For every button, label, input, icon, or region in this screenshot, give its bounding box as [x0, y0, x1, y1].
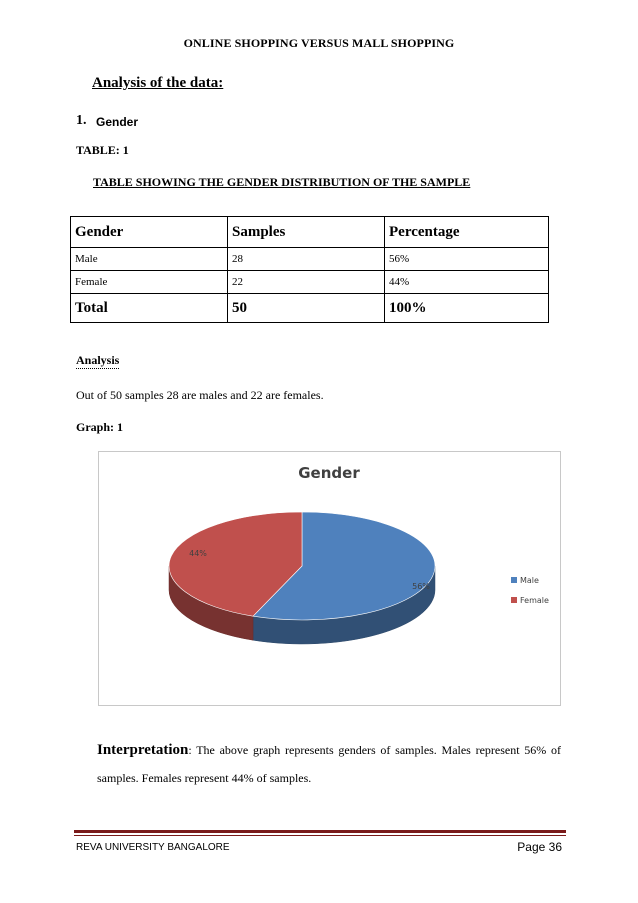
- column-header: Samples: [228, 217, 385, 248]
- legend-label-male: Male: [520, 576, 539, 585]
- table-total-row: [71, 294, 549, 323]
- pie-label-female: 44%: [189, 549, 207, 558]
- chart-title: Gender: [298, 464, 360, 482]
- legend-label-female: Female: [520, 596, 549, 605]
- table-cell: Male: [71, 248, 228, 271]
- table-cell: 100%: [385, 294, 549, 323]
- interpretation-paragraph: [97, 736, 561, 792]
- table-cell: 44%: [385, 271, 549, 294]
- footer-rule: [74, 830, 566, 833]
- column-header: Percentage: [385, 217, 549, 248]
- analysis-label: Analysis: [76, 353, 120, 367]
- table-cell: 28: [228, 248, 385, 271]
- chart-canvas: [99, 452, 560, 705]
- pie-chart: [98, 451, 561, 706]
- table-cell: Total: [71, 294, 228, 323]
- section-heading: Analysis of the data:: [92, 75, 224, 91]
- graph-label: Graph: 1: [76, 420, 124, 434]
- legend-swatch-female: [511, 597, 517, 603]
- item-title: Gender: [96, 115, 139, 129]
- item-number: 1.: [76, 113, 87, 128]
- table-cell: 22: [228, 271, 385, 294]
- table-cell: Female: [71, 271, 228, 294]
- footer-rule: [74, 835, 566, 836]
- footer-institution: REVA UNIVERSITY BANGALORE: [76, 842, 230, 853]
- running-header: ONLINE SHOPPING VERSUS MALL SHOPPING: [183, 36, 455, 50]
- table-header-row: [71, 217, 549, 248]
- table-label: TABLE: 1: [76, 143, 129, 157]
- table-cell: 50: [228, 294, 385, 323]
- page-number: Page 36: [517, 840, 562, 854]
- table-row: [71, 271, 549, 294]
- interpretation-text: : The above graph represents genders of samples. Males represent 56% of samples. Females represent 44% of samples.: [97, 743, 561, 785]
- table-row: [71, 248, 549, 271]
- pie-label-male: 56%: [412, 582, 430, 591]
- analysis-text: Out of 50 samples 28 are males and 22 are females.: [76, 388, 324, 402]
- table-cell: 56%: [385, 248, 549, 271]
- column-header: Gender: [71, 217, 228, 248]
- table-caption: TABLE SHOWING THE GENDER DISTRIBUTION OF THE SAMPLE: [93, 175, 471, 189]
- interpretation-label: Interpretation: [97, 742, 189, 758]
- legend-swatch-male: [511, 577, 517, 583]
- gender-table: [70, 216, 549, 323]
